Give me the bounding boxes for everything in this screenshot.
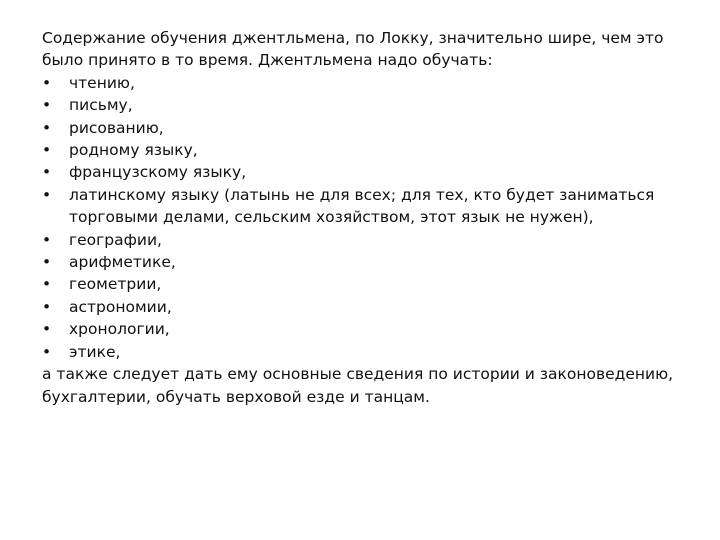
bullet-icon: •: [42, 230, 52, 249]
list-item: [42, 273, 682, 295]
list-item-text: географии,: [69, 230, 162, 249]
list-item: [42, 296, 682, 318]
bullet-icon: •: [42, 253, 52, 272]
list-item: [42, 94, 682, 116]
list-item: [42, 341, 682, 363]
list-item-text: хронологии,: [69, 320, 170, 339]
text-block: [42, 27, 682, 408]
bullet-icon: •: [42, 342, 52, 361]
bullet-icon: •: [42, 163, 52, 182]
list-item: [42, 251, 682, 273]
list-item: [42, 161, 682, 183]
list-item-text: чтению,: [69, 73, 135, 92]
intro-paragraph: Содержание обучения джентльмена, по Локку, значительно шире, чем это было принято в то время. Джентльмена надо обучать:: [42, 29, 664, 70]
list-item-text: латинскому языку (латынь не для всех; для тех, кто будет заниматься торговыми делами, сельским хозяйством, этот язык не нужен),: [69, 185, 655, 227]
list-item-text: геометрии,: [69, 275, 162, 294]
list-item-text: французскому языку,: [69, 163, 247, 182]
list-item-text: родному языку,: [69, 141, 198, 160]
list-item-text: рисованию,: [69, 118, 164, 137]
bullet-icon: •: [42, 96, 52, 115]
bullet-icon: •: [42, 275, 52, 294]
list-item: [42, 72, 682, 94]
bullet-icon: •: [42, 141, 52, 160]
list-item: [42, 318, 682, 340]
list-item-text: письму,: [69, 96, 133, 115]
list-item-text: этике,: [69, 342, 121, 361]
list-item-text: астрономии,: [69, 297, 172, 316]
list-item-text: арифметике,: [69, 253, 176, 272]
list-item: [42, 139, 682, 161]
bullet-icon: •: [42, 297, 52, 316]
list-item: [42, 184, 682, 229]
bullet-icon: •: [42, 73, 52, 92]
list-item: [42, 229, 682, 251]
outro-paragraph: а также следует дать ему основные сведения по истории и законоведению, бухгалтерии, обучать верховой езде и танцам.: [42, 365, 674, 406]
list-item: [42, 117, 682, 139]
bullet-icon: •: [42, 320, 52, 339]
subject-list: [42, 72, 682, 363]
bullet-icon: •: [42, 118, 52, 137]
bullet-icon: •: [42, 185, 52, 204]
